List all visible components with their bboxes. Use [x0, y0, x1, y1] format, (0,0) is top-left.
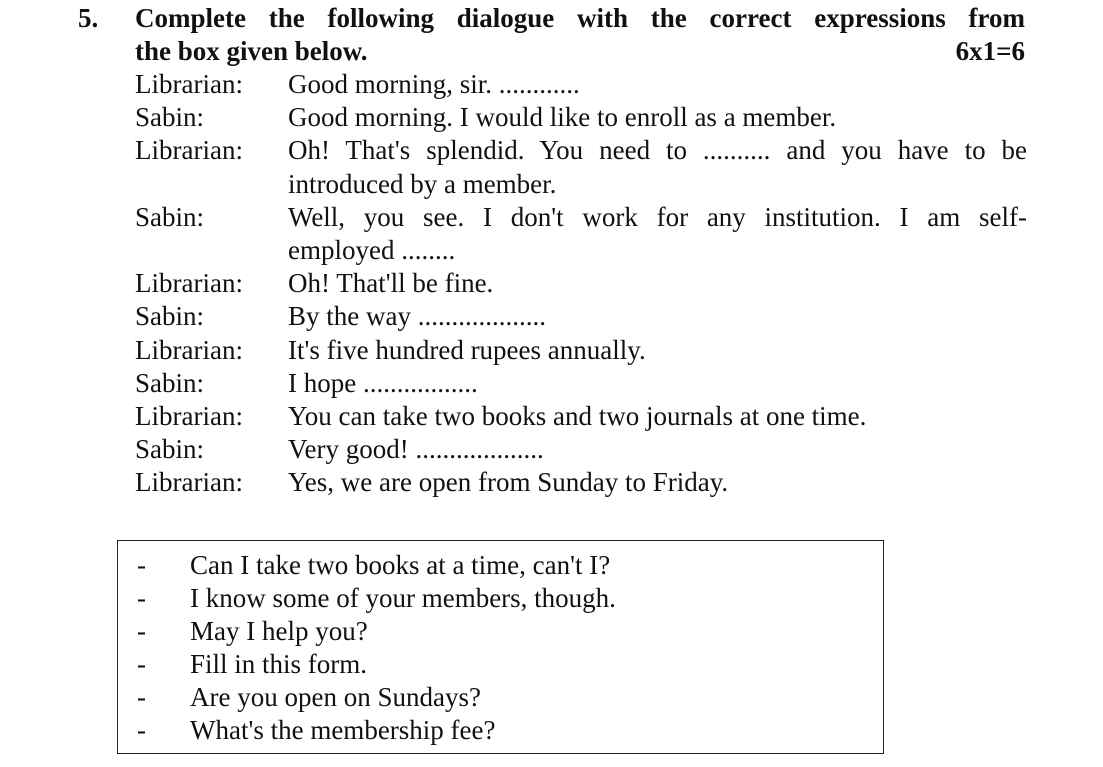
- dialogue-row: [135, 267, 1027, 300]
- speaker-label: Sabin:: [135, 367, 205, 398]
- dialogue-row: [135, 334, 1027, 367]
- option-text: Are you open on Sundays?: [190, 682, 481, 712]
- dialogue-row: [135, 134, 1027, 200]
- dialogue-row: [135, 68, 1027, 101]
- speaker-label: Librarian:: [135, 334, 243, 365]
- instruction-line-1: Complete the following dialogue with the correct expressions from: [135, 3, 1025, 33]
- speaker-label: Sabin:: [135, 434, 205, 465]
- dialogue-row: [135, 433, 1027, 466]
- option-text: Can I take two books at a time, can't I?: [190, 550, 611, 580]
- dialogue-row: [135, 201, 1027, 267]
- speech-line: Very good! ...................: [288, 434, 544, 465]
- option-bullet: -: [137, 682, 146, 712]
- speaker-label: Librarian:: [135, 69, 243, 99]
- speech: [288, 400, 1027, 433]
- speech-line: Yes, we are open from Sunday to Friday.: [288, 467, 729, 498]
- speech-line: Good morning. I would like to enroll as a member.: [288, 102, 837, 133]
- speaker-label: Librarian:: [135, 135, 243, 166]
- speech-line: introduced by a member.: [288, 168, 557, 199]
- speaker-label: Sabin:: [135, 201, 205, 232]
- speech: [288, 466, 1027, 499]
- speaker-label: Sabin:: [135, 102, 205, 133]
- question-instruction: [135, 2, 1025, 68]
- option-text: What's the membership fee?: [190, 715, 496, 745]
- speech-line: By the way ...................: [288, 301, 546, 332]
- speech: [288, 300, 1027, 333]
- speaker-label: Librarian:: [135, 401, 243, 432]
- speech: [288, 334, 1027, 367]
- dialogue: [135, 68, 1027, 500]
- dialogue-row: [135, 367, 1027, 400]
- speech: [288, 68, 1027, 101]
- option-bullet: -: [137, 550, 146, 580]
- speech: [288, 267, 1027, 300]
- option-text: Fill in this form.: [190, 649, 368, 679]
- speaker-label: Librarian:: [135, 467, 243, 498]
- dialogue-row: [135, 400, 1027, 433]
- dialogue-row: [135, 466, 1027, 499]
- speech: [288, 367, 1027, 400]
- speech-line: Good morning, sir. ............: [288, 69, 580, 99]
- speech: [288, 101, 1027, 134]
- speech: [288, 433, 1027, 466]
- speech-line: You can take two books and two journals at one time.: [288, 401, 867, 432]
- speaker-label: Librarian:: [135, 268, 243, 299]
- speech-line: Oh! That'll be fine.: [288, 268, 494, 299]
- speech-line: I hope .................: [288, 367, 478, 398]
- instruction-line-2-row: [135, 35, 1025, 68]
- options-box: [117, 540, 884, 754]
- speech-line: It's five hundred rupees annually.: [288, 334, 646, 365]
- dialogue-row: [135, 300, 1027, 333]
- speech: [288, 201, 1027, 267]
- option-bullet: -: [137, 583, 146, 613]
- question-number: 5.: [78, 3, 99, 33]
- speech-line: employed ........: [288, 235, 456, 266]
- marks-label: 6x1=6: [955, 36, 1025, 66]
- dialogue-row: [135, 101, 1027, 134]
- speech-line: Well, you see. I don't work for any institution. I am self-: [288, 201, 1027, 232]
- speech: [288, 134, 1027, 200]
- option-bullet: -: [137, 715, 146, 745]
- option-bullet: -: [137, 616, 146, 646]
- option-text: I know some of your members, though.: [190, 583, 616, 613]
- option-text: May I help you?: [190, 616, 368, 646]
- speech-line: Oh! That's splendid. You need to .......... and you have to be: [288, 135, 1027, 166]
- option-bullet: -: [137, 649, 146, 679]
- speaker-label: Sabin:: [135, 301, 205, 332]
- instruction-line-2: the box given below.: [135, 36, 368, 66]
